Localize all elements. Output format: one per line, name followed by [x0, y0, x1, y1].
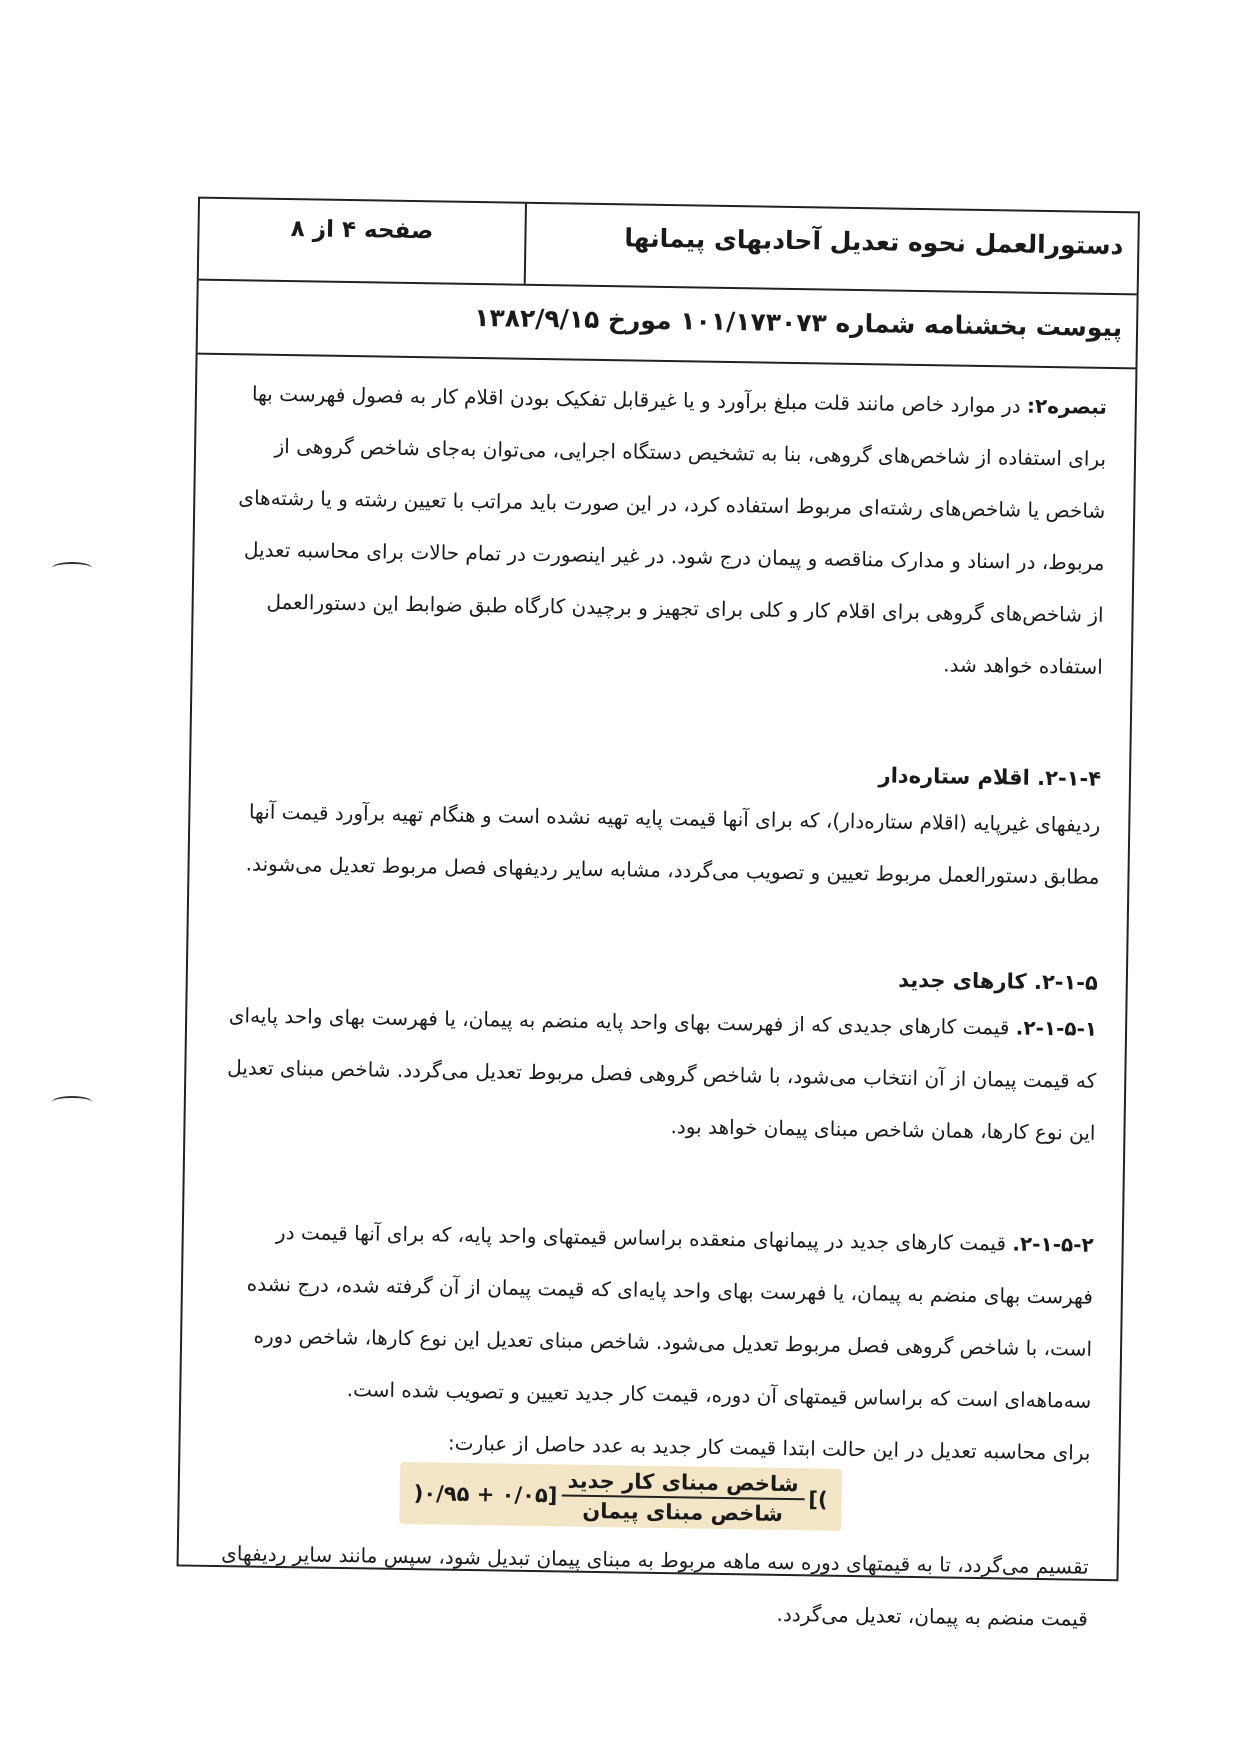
adjustment-formula [399, 1462, 842, 1531]
circular-reference: پیوست بخشنامه شماره ۱۰۱/۱۷۳۰۷۳ مورخ ۱۳۸۲/۹/۱۵ [198, 281, 1137, 370]
section-2-1-5-1-label: ۲-۱-۵-۱. [1015, 1015, 1098, 1041]
scan-artifact-mark [52, 562, 92, 574]
section-2-1-5-2-paragraph [221, 1205, 1094, 1427]
section-2-1-5-2-label: ۲-۱-۵-۲. [1012, 1231, 1094, 1257]
scan-artifact-mark [52, 1096, 92, 1108]
document-title: دستورالعمل نحوه تعدیل آحادبهای پیمانها [624, 223, 1124, 261]
section-2-1-4-text: ردیفهای غیرپایه (اقلام ستاره‌دار)، که برای آنها قیمت پایه تهیه نشده است و هنگام تهیه برآورد قیمت آنها مطابق دستورالعمل مربوط تعیین و تصویب می‌گردد، مشابه سایر ردیفهای فصل مربوط تعدیل می‌شوند. [245, 799, 1101, 889]
formula-intro: برای محاسبه تعدیل در این حالت ابتدا قیمت کار جدید به عدد حاصل از عبارت: [447, 1430, 1091, 1465]
section-2-1-5-1-paragraph [225, 989, 1097, 1159]
formula-open: [( [808, 1487, 828, 1512]
header-row [199, 199, 1138, 296]
page-number: صفحه ۴ از ۸ [290, 216, 434, 245]
formula-outro: تقسیم می‌گردد، تا به قیمتهای دوره سه ماهه مربوط به مبنای پیمان تبدیل شود، سپس مانند سایر ردیفهای قیمت منضم به پیمان، تعدیل می‌گردد. [221, 1541, 1089, 1631]
note-2-paragraph [232, 367, 1107, 693]
note-2-label: تبصره۲: [1026, 393, 1108, 419]
formula-numerator: شاخص مبنای کار جدید [561, 1468, 804, 1500]
formula-rest: )۰/۹۵ + ۰/۰۵] [413, 1481, 558, 1508]
note-2-text: در موارد خاص مانند قلت مبلغ برآورد و یا غیرقابل تفکیک بودن اقلام کار به فصول فهرست بها برای استفاده از شاخص‌های گروهی، بنا به تشخیص دستگاه اجرایی، می‌توان به‌جای شاخص گروهی از شاخص یا شاخص‌های رشته‌ای مربوط استفاده کرد، در این صورت باید مراتب با تعیین رشته و یا رشته‌های مربوط، در اسناد و مدارک مناقصه و پیمان درج شود. در غیر اینصورت در تمام حالات برای محاسبه تعدیل از شاخص‌های گروهی برای اقلام کار و کلی برای تجهیز و برچیدن کارگاه طبق ضوابط این دستورالعمل استفاده خواهد شد. [238, 381, 1107, 679]
formula-fraction [561, 1468, 805, 1526]
document-frame [177, 197, 1140, 1631]
formula-denominator: شاخص مبنای پیمان [582, 1498, 784, 1526]
section-2-1-5-title: ۲-۱-۵. کارهای جدید [897, 967, 1099, 995]
document-body [178, 355, 1136, 1646]
section-2-1-4-title: ۲-۱-۴. اقلام ستاره‌دار [878, 763, 1102, 791]
section-2-1-5-1-text: قیمت کارهای جدیدی که از فهرست بهای واحد پایه منضم به پیمان، یا فهرست بهای واحد پایه‌ای که قیمت پیمان از آن انتخاب می‌شود، با شاخص گروهی فصل مربوط تعدیل می‌گردد. شاخص مبنای تعدیل این نوع کارها، همان شاخص مبنای پیمان خواهد بود. [226, 1003, 1097, 1145]
section-2-1-5-2-text: قیمت کارهای جدید در پیمانهای منعقده براساس قیمتهای واحد پایه، که برای آنها قیمت در فهرست بهای منضم به پیمان، یا فهرست بهای واحد پایه‌ای که قیمت پیمان از آن گرفته شده، درج نشده است، با شاخص گروهی فصل مربوط تعدیل می‌شود. شاخص مبنای تعدیل این نوع کارها، شاخص دوره سه‌ماهه‌ای است که براساس قیمتهای آن دوره، قیمت کار جدید تعیین و تصویب شده است. [246, 1219, 1094, 1413]
